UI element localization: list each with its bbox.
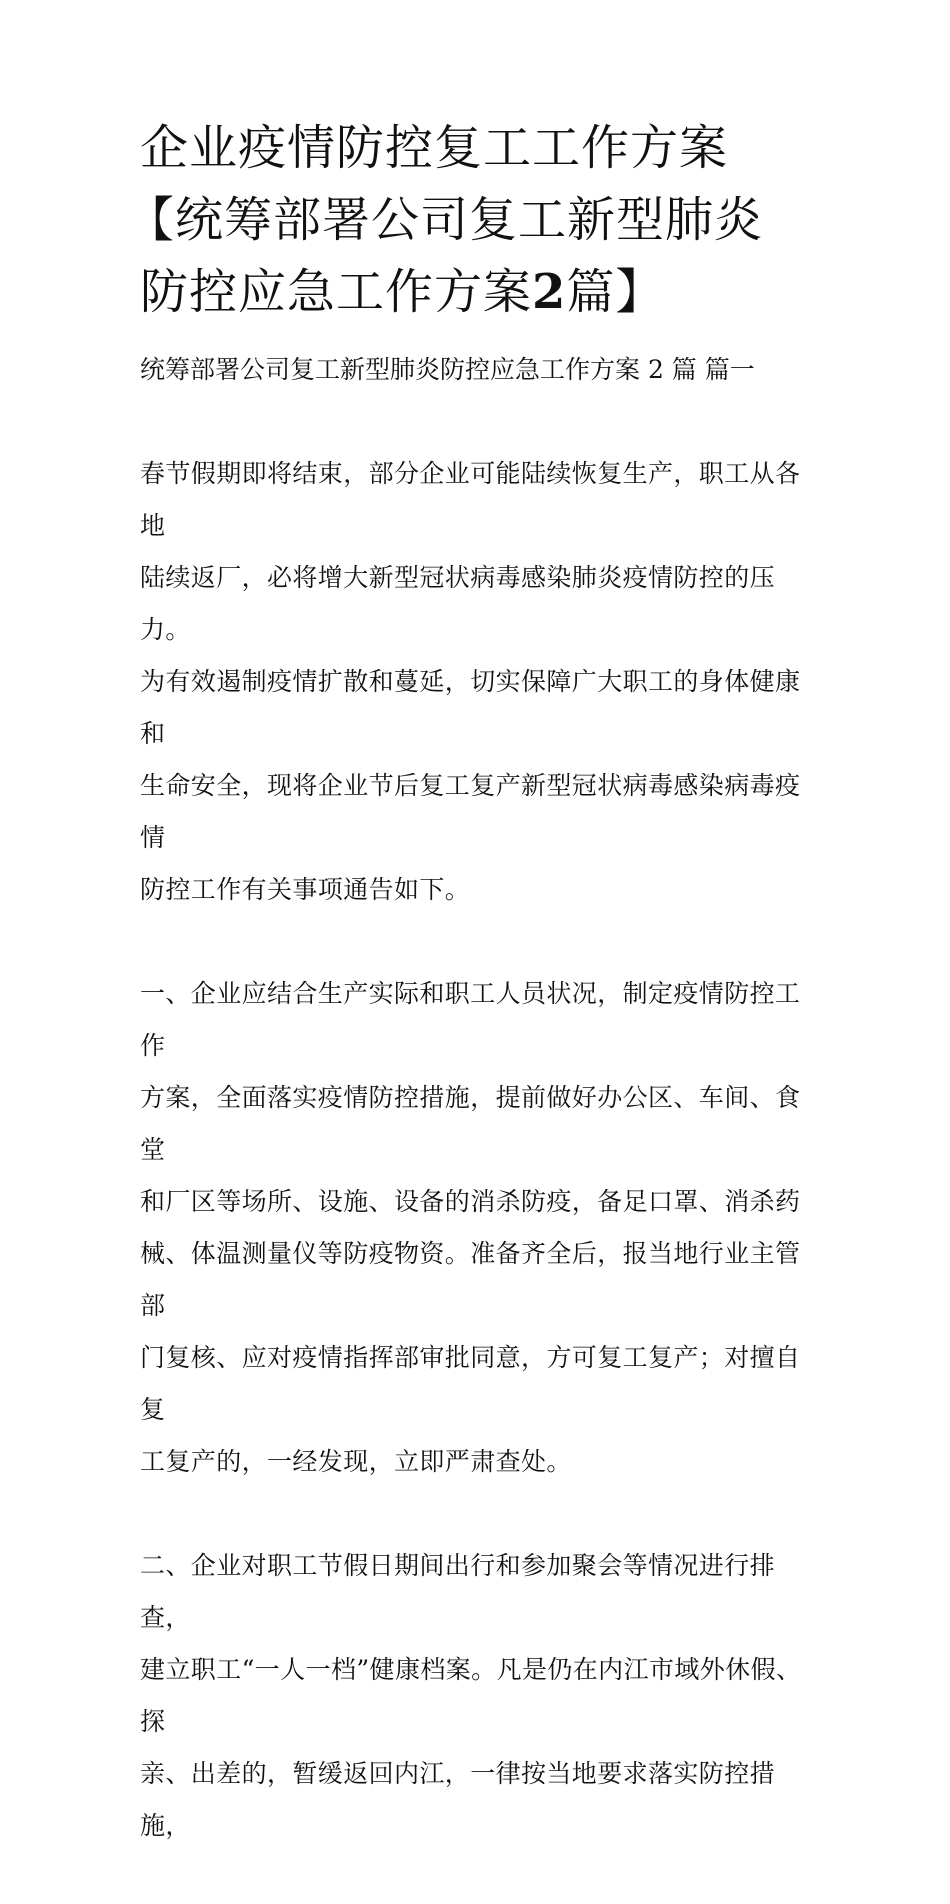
document-page [126, 112, 820, 1904]
title-line-1: 企业疫情防控复工工作方案 [140, 120, 729, 176]
paragraph-two: 二、企业对职工节假日期间出行和参加聚会等情况进行排查， 建立职工“一人一档”健康档案。凡是仍在内江市域外休假、探 亲、出差的，暂缓返回内江，一律按当地要求落实防控措施， [140, 1551, 802, 1840]
paragraph-one: 一、企业应结合生产实际和职工人员状况，制定疫情防控工作 方案，全面落实疫情防控措施，提前做好办公区、车间、食堂 和厂区等场所、设施、设备的消杀防疫，备足口罩、消杀药 械、体温测量仪等防疫物资。准备齐全后，报当地行业主管部 门复核、应对疫情指挥部审批同意，方可复工复产；对擅自复 工复产的，一经发现，立即严肃查处。 [140, 979, 801, 1476]
title-end: 篇】 [566, 264, 665, 320]
document-subtitle: 统筹部署公司复工新型肺炎防控应急工作方案 2 篇 篇一 [140, 355, 755, 384]
title-line-2: 【统筹部署公司复工新型肺炎 [126, 192, 764, 248]
document-body [140, 396, 820, 1904]
title-number: 2 [532, 264, 567, 320]
title-line-3-text: 防控应急工作方案 [140, 264, 533, 320]
title-line-3 [140, 256, 820, 328]
document-title [126, 112, 820, 328]
paragraph-intro: 春节假期即将结束，部分企业可能陆续恢复生产，职工从各地 陆续返厂，必将增大新型冠状病毒感染肺炎疫情防控的压力。 为有效遏制疫情扩散和蔓延，切实保障广大职工的身体健康和 生命安全，现将企业节后复工复产新型冠状病毒感染病毒疫情 防控工作有关事项通告如下。 [140, 459, 801, 904]
